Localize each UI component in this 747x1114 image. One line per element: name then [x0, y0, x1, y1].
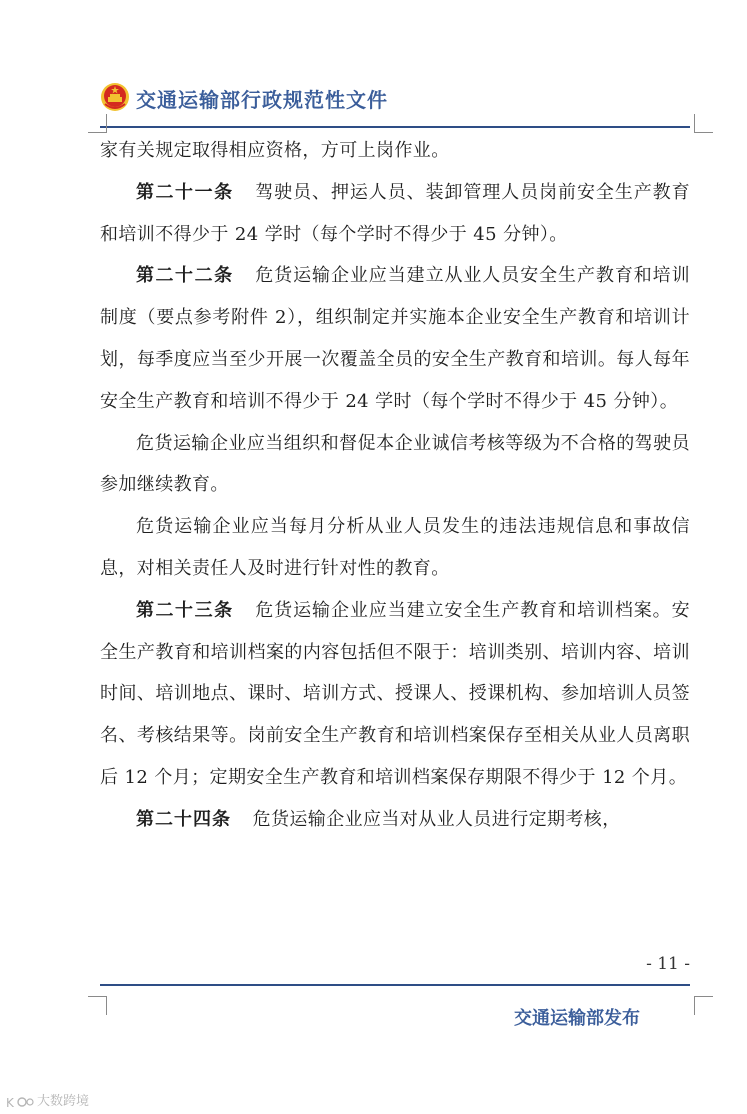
document-body	[100, 130, 690, 841]
article-21	[100, 172, 690, 256]
paragraph-text: 危货运输企业应当建立从业人员安全生产教育和培训制度（要点参考附件 2），组织制定并实施本企业安全生产教育和培训计划，每季度应当至少开展一次覆盖全员的安全生产教育和培训。每人每年安全生产教育和培训不得少于 24 学时（每个学时不得少于 45 分钟）。	[100, 265, 691, 412]
kb-logo-icon	[6, 1095, 34, 1109]
page-header	[100, 80, 700, 126]
crop-mark-bottom-right	[694, 996, 713, 1015]
paragraph-3	[100, 423, 690, 507]
footer-publisher: 交通运输部发布	[514, 1008, 640, 1029]
header-title: 交通运输部行政规范性文件	[136, 88, 388, 112]
crop-mark-bottom-left	[88, 996, 107, 1015]
paragraph-text: 危货运输企业应当每月分析从业人员发生的违法违规信息和事故信息，对相关责任人及时进行针对性的教育。	[100, 516, 690, 579]
svg-text:K: K	[6, 1095, 14, 1109]
paragraph-text: 危货运输企业应当建立安全生产教育和培训档案。安全生产教育和培训档案的内容包括但不限于：培训类别、培训内容、培训时间、培训地点、课时、培训方式、授课人、授课机构、参加培训人员签名、考核结果等。岗前安全生产教育和培训档案保存至相关从业人员离职后 12 个月；定期安全生产教育和培训档案保存期限不得少于 12 个月。	[100, 599, 691, 788]
article-number: 第二十三条	[136, 599, 234, 621]
paragraph-4	[100, 506, 690, 590]
watermark	[6, 1090, 89, 1110]
watermark-text: 大数跨境	[37, 1094, 90, 1109]
crop-mark-top-right	[694, 114, 713, 133]
paragraph-text: 驾驶员、押运人员、装卸管理人员岗前安全生产教育和培训不得少于 24 学时（每个学时不得少于 45 分钟）。	[100, 181, 691, 245]
article-22	[100, 255, 690, 422]
article-number: 第二十四条	[136, 808, 231, 830]
article-number: 第二十二条	[136, 265, 234, 287]
national-emblem-icon	[100, 82, 130, 112]
article-23	[100, 590, 690, 799]
footer-divider	[100, 984, 690, 986]
paragraph-text: 危货运输企业应当对从业人员进行定期考核，	[252, 808, 621, 830]
paragraph-text: 家有关规定取得相应资格，方可上岗作业。	[100, 140, 450, 161]
article-24	[100, 799, 690, 841]
paragraph-0	[100, 130, 690, 172]
article-number: 第二十一条	[136, 181, 234, 203]
paragraph-text: 危货运输企业应当组织和督促本企业诚信考核等级为不合格的驾驶员参加继续教育。	[100, 432, 690, 496]
header-divider	[100, 126, 690, 128]
page-number: - 11 -	[646, 954, 690, 974]
